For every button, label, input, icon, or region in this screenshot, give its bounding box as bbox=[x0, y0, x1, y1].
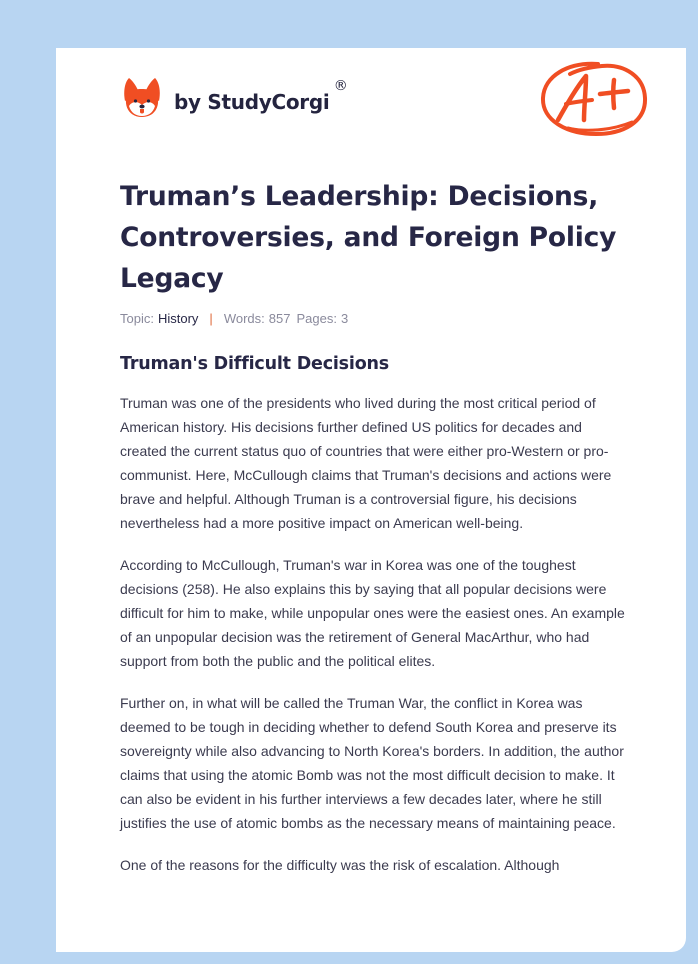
studycorgi-logo[interactable] bbox=[122, 75, 348, 123]
paragraph: One of the reasons for the difficulty was the risk of escalation. Although bbox=[120, 857, 560, 873]
corgi-icon bbox=[122, 77, 162, 121]
paragraph: Truman was one of the presidents who lived during the most critical period of American history. His decisions further defined US politics for decades and created the current status quo of countries that were either pro-Western or pro-communist. Here, McCullough claims that Truman's decisions and actions were brave and helpful. Although Truman is a controversial figure, his decisions nevertheless had a more positive impact on American well-being. bbox=[120, 395, 612, 531]
meta-separator: | bbox=[209, 311, 213, 326]
section-heading: Truman's Difficult Decisions bbox=[120, 354, 389, 374]
words-label: Words: bbox=[223, 311, 265, 326]
article-title: Truman’s Leadership: Decisions, Controversies, and Foreign Policy Legacy bbox=[120, 181, 617, 294]
registered-mark: ® bbox=[333, 78, 348, 94]
words-count: 857 bbox=[268, 311, 291, 326]
a-plus-grade-icon bbox=[538, 58, 650, 140]
pages-count: 3 bbox=[340, 311, 349, 326]
topic-label: Topic: bbox=[120, 311, 154, 326]
paragraph: According to McCullough, Truman's war in Korea was one of the toughest decisions (258). He also explains this by saying that all popular decisions were difficult for him to make, while unpopular ones were the easiest ones. An example of an unpopular decision was the retirement of General MacArthur, who had support from both the public and the political elites. bbox=[120, 557, 625, 669]
paragraph: Further on, in what will be called the Truman War, the conflict in Korea was deemed to be tough in deciding whether to defend South Korea and preserve its sovereignty while also advancing to North Korea's borders. In addition, the author claims that using the atomic Bomb was not the most difficult decision to make. It can also be evident in his further interviews a few decades later, where he still justifies the use of atomic bombs as the necessary means of maintaining peace. bbox=[120, 695, 624, 831]
article-meta bbox=[120, 311, 348, 326]
document-card bbox=[56, 48, 686, 952]
topic-link[interactable]: History bbox=[157, 311, 199, 326]
logo-wordmark bbox=[174, 78, 348, 114]
pages-label: Pages: bbox=[296, 311, 337, 326]
article-body bbox=[120, 391, 632, 895]
logo-text: by StudyCorgi bbox=[174, 90, 330, 114]
